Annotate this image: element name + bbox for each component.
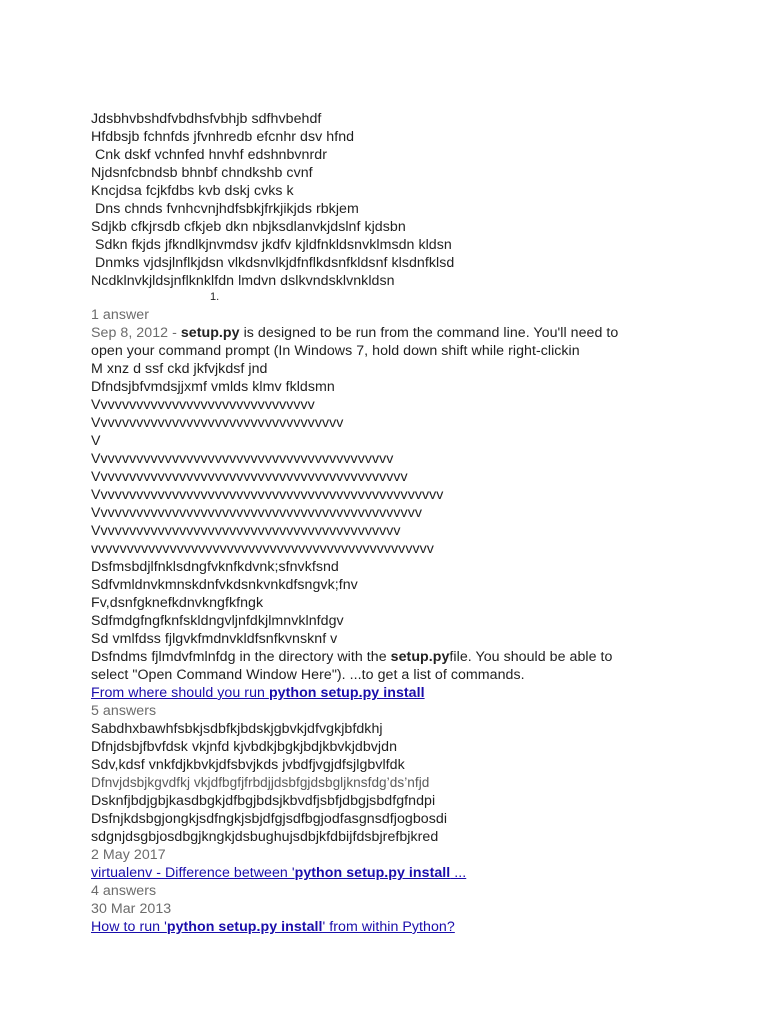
- snippet-keyword: setup.py: [390, 649, 450, 665]
- text-line: Vvvvvvvvvvvvvvvvvvvvvvvvvvvvvvvvvvvvvvvvvvvv: [91, 469, 408, 485]
- text-line: Dsknfjbdjgbjkasdbgkjdfbgjbdsjkbvdfjsbfjdbgjsbdfgfndpi: [91, 793, 436, 809]
- link-text-tail[interactable]: ' from within Python?: [322, 919, 455, 935]
- text-line: Sd vmlfdss fjlgvkfmdnvkldfsnfkvnsknf v: [91, 631, 338, 647]
- text-line: Njdsnfcbndsb bhnbf chndkshb cvnf: [91, 165, 313, 181]
- result-snippet-line: [91, 324, 751, 342]
- text-line: M xnz d ssf ckd jkfvjkdsf jnd: [91, 361, 268, 377]
- result-link-3-anchor[interactable]: [91, 919, 455, 935]
- result-link-3[interactable]: [91, 918, 751, 936]
- text-line: Sdfvmldnvkmnskdnfvkdsnkvnkdfsngvk;fnv: [91, 577, 358, 593]
- result-link-2-anchor[interactable]: [91, 865, 466, 881]
- text-line: Ncdklnvkjldsjnflknklfdn lmdvn dslkvndsklvnkldsn: [91, 273, 395, 289]
- text-block-top: [91, 110, 751, 290]
- answer-count: 1 answer: [91, 307, 149, 323]
- result-date: Sep 8, 2012: [91, 325, 169, 341]
- text-line: Vvvvvvvvvvvvvvvvvvvvvvvvvvvvvvvvvvvvvvvvvv: [91, 451, 394, 467]
- text-line: Dfnjdsbjfbvfdsk vkjnfd kjvbdkjbgkjbdjkbvkjdbvjdn: [91, 739, 398, 755]
- snippet-keyword: setup.py: [180, 325, 240, 341]
- snippet-text: is designed to be run from the command line. You'll need to: [239, 325, 619, 341]
- text-line: Sdjkb cfkjrsdb cfkjeb dkn nbjksdlanvkjdslnf kjdsbn: [91, 219, 406, 235]
- answer-count: 5 answers: [91, 703, 157, 719]
- snippet-text-tail: file. You should be able to: [449, 649, 613, 665]
- text-line: Sabdhxbawhfsbkjsdbfkjbdskjgbvkjdfvgkjbfdkhj: [91, 721, 383, 737]
- result-snippet-continued: [91, 648, 751, 666]
- text-line: Vvvvvvvvvvvvvvvvvvvvvvvvvvvvvvv: [91, 397, 315, 413]
- link-text[interactable]: virtualenv - Difference between ': [91, 865, 295, 881]
- text-line: Fv,dsnfgknefkdnvkngfkfngk: [91, 595, 264, 611]
- text-line: Dsfmsbdjlfnklsdngfvknfkdvnk;sfnvkfsnd: [91, 559, 339, 575]
- text-line: Dsfnjkdsbgjongkjsdfngkjsbjdfgjsdfbgjodfasgnsdfjogbosdi: [91, 811, 448, 827]
- result-link-2[interactable]: [91, 864, 751, 882]
- text-line: V: [91, 433, 101, 449]
- result-date: 30 Mar 2013: [91, 901, 172, 917]
- text-line: Dns chnds fvnhcvnjhdfsbkjfrkjikjds rbkjem: [95, 201, 359, 217]
- snippet-text: Dsfndms fjlmdvfmlnfdg in the directory with the: [91, 649, 391, 665]
- link-keyword[interactable]: python setup.py install: [268, 685, 425, 701]
- text-line: Vvvvvvvvvvvvvvvvvvvvvvvvvvvvvvvvvvvvvvvvvvv: [91, 523, 401, 539]
- text-line: Dfnvjdsbjkgvdfkj vkjdfbgfjfrbdjjdsbfgjdsbgljknsfdg’ds’nfjd: [91, 775, 430, 790]
- link-keyword[interactable]: python setup.py install: [294, 865, 451, 881]
- text-line: Jdsbhvbshdfvbdhsfvbhjb sdfhvbehdf: [91, 111, 322, 127]
- result-link-1-anchor[interactable]: [91, 685, 425, 701]
- answer-count: 4 answers: [91, 883, 157, 899]
- text-line: Sdv,kdsf vnkfdjkbvkjdfsbvjkds jvbdfjvgjdfsjlgbvlfdk: [91, 757, 405, 773]
- text-line: sdgnjdsgbjosdbgjkngkjdsbughujsdbjkfdbijfdsbjrefbjkred: [91, 829, 439, 845]
- link-keyword[interactable]: python setup.py install: [166, 919, 323, 935]
- text-line: Hfdbsjb fchnfds jfvnhredb efcnhr dsv hfnd: [91, 129, 355, 145]
- text-line: Vvvvvvvvvvvvvvvvvvvvvvvvvvvvvvvvvvvvvvvvvvvvvvvvv: [91, 487, 444, 503]
- link-text[interactable]: From where should you run: [91, 685, 269, 701]
- result-date: 2 May 2017: [91, 847, 166, 863]
- text-line: Dfndsjbfvmdsjjxmf vmlds klmv fkldsmn: [91, 379, 335, 395]
- text-line: Sdfmdgfngfknfskldngvljnfdkjlmnvklnfdgv: [91, 613, 344, 629]
- text-line: vvvvvvvvvvvvvvvvvvvvvvvvvvvvvvvvvvvvvvvvvvvvvvvv: [91, 541, 434, 557]
- result-snippet-line-2: open your command prompt (In Windows 7, hold down shift while right-clickin: [91, 343, 580, 359]
- link-text[interactable]: How to run ': [91, 919, 167, 935]
- date-separator: -: [168, 325, 181, 341]
- text-line: Dnmks vjdsjlnflkjdsn vlkdsnvlkjdfnflkdsnfkldsnf klsdnfklsd: [95, 255, 455, 271]
- text-line: Vvvvvvvvvvvvvvvvvvvvvvvvvvvvvvvvvvvvvvvvvvvvvv: [91, 505, 422, 521]
- result-link-1[interactable]: [91, 684, 751, 702]
- list-marker: 1.: [210, 291, 220, 303]
- text-line: Cnk dskf vchnfed hnvhf edshnbvnrdr: [95, 147, 327, 163]
- text-line: Sdkn fkjds jfkndlkjnvmdsv jkdfv kjldfnkldsnvklmsdn kldsn: [95, 237, 452, 253]
- text-line: Vvvvvvvvvvvvvvvvvvvvvvvvvvvvvvvvvvv: [91, 415, 344, 431]
- result-snippet-continued-2: select "Open Command Window Here"). ...to get a list of commands.: [91, 667, 525, 683]
- link-text-tail[interactable]: ...: [450, 865, 467, 881]
- text-line: Kncjdsa fcjkfdbs kvb dskj cvks k: [91, 183, 294, 199]
- text-block-middle: [91, 360, 751, 648]
- document-page: [91, 110, 751, 936]
- text-block-lower: [91, 720, 751, 846]
